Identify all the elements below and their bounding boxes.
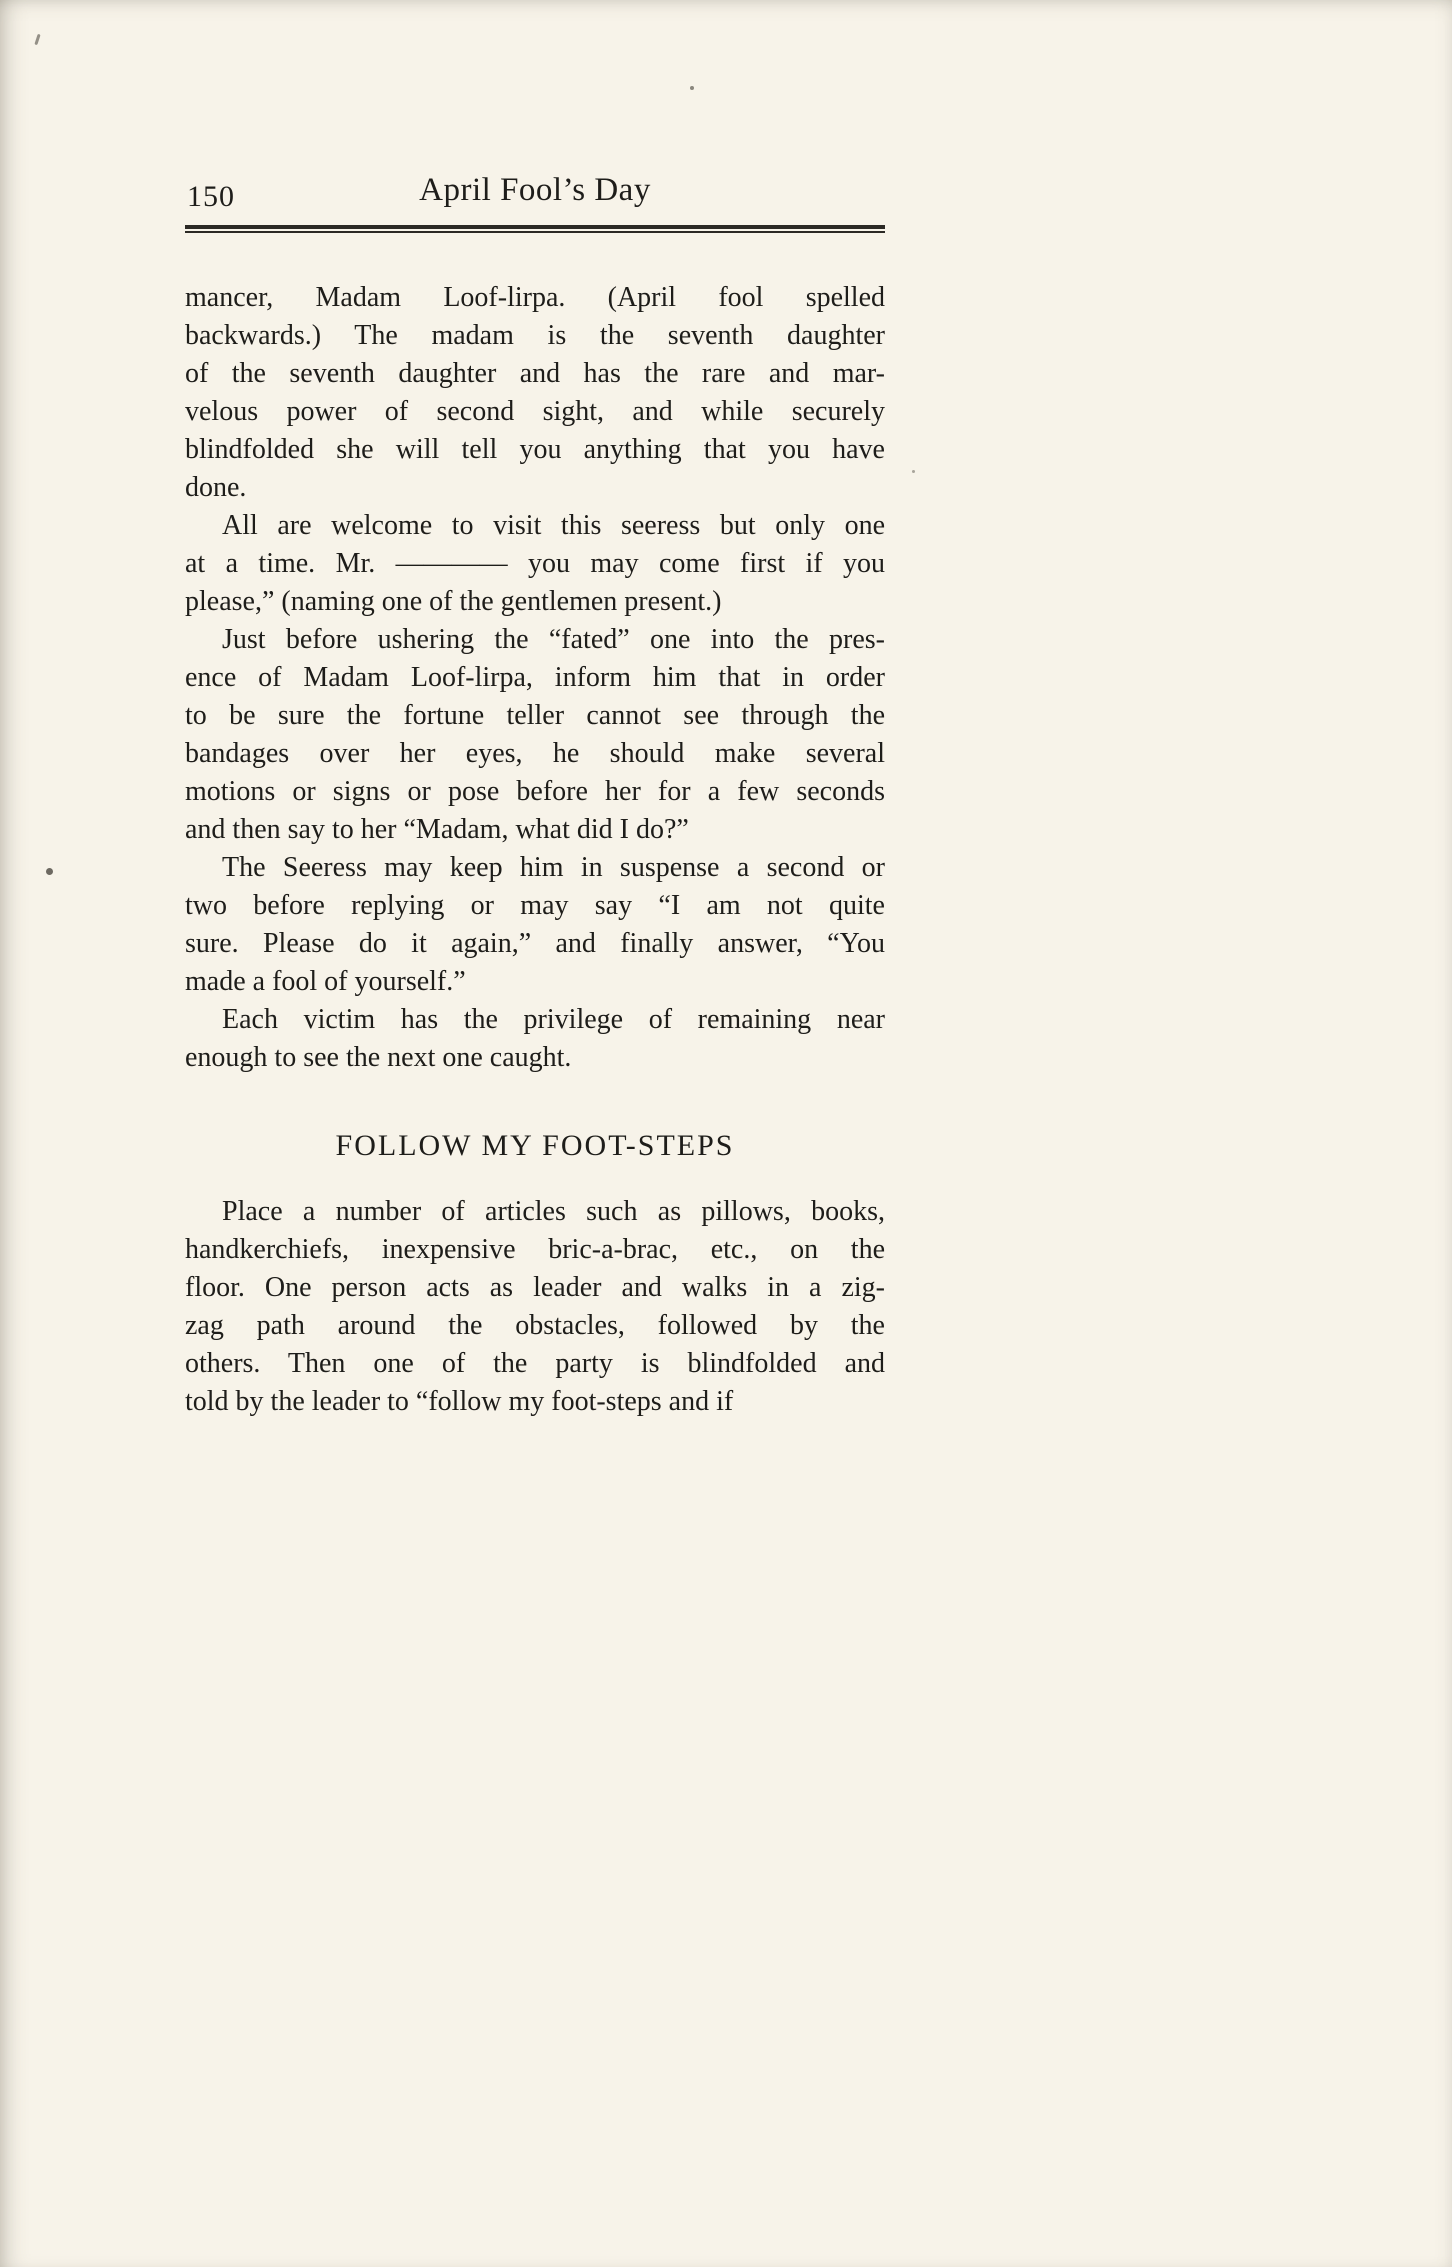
paragraph <box>185 1193 885 1421</box>
paragraph <box>185 621 885 849</box>
text-line: and then say to her “Madam, what did I do?” <box>185 814 689 845</box>
page-body <box>185 279 885 1421</box>
page-number: 150 <box>187 180 235 213</box>
header-rule <box>185 225 885 233</box>
scan-speck <box>46 868 53 875</box>
text-line: of the seventh daughter and has the rare and mar- <box>185 358 885 389</box>
book-page <box>185 0 885 1421</box>
scan-speck <box>34 34 40 45</box>
text-line: blindfolded she will tell you anything that you have <box>185 434 885 465</box>
text-line: velous power of second sight, and while securely <box>185 396 885 427</box>
text-line: please,” (naming one of the gentlemen present.) <box>185 586 722 617</box>
running-head <box>185 172 885 216</box>
paragraph <box>185 1001 885 1077</box>
paragraph <box>185 507 885 621</box>
page-title: April Fool’s Day <box>419 172 651 208</box>
text-line: floor. One person acts as leader and walks in a zig- <box>185 1272 885 1303</box>
text-line: Just before ushering the “fated” one into the pres- <box>222 624 885 655</box>
text-line: zag path around the obstacles, followed by the <box>185 1310 885 1341</box>
text-line: to be sure the fortune teller cannot see through the <box>185 700 885 731</box>
text-line: told by the leader to “follow my foot-steps and if <box>185 1386 734 1417</box>
text-line: others. Then one of the party is blindfolded and <box>185 1348 885 1379</box>
paragraph <box>185 279 885 507</box>
text-line: handkerchiefs, inexpensive bric-a-brac, etc., on the <box>185 1234 885 1265</box>
text-line: bandages over her eyes, he should make several <box>185 738 885 769</box>
scan-speck <box>912 470 915 473</box>
text-line: done. <box>185 472 247 503</box>
text-line: Each victim has the privilege of remaining near <box>222 1004 885 1035</box>
text-line: ence of Madam Loof-lirpa, inform him that in order <box>185 662 885 693</box>
text-line: backwards.) The madam is the seventh daughter <box>185 320 885 351</box>
text-line: Place a number of articles such as pillows, books, <box>222 1196 885 1227</box>
section-heading: FOLLOW MY FOOT-STEPS <box>335 1129 735 1162</box>
text-line: enough to see the next one caught. <box>185 1042 572 1073</box>
text-line: mancer, Madam Loof-lirpa. (April fool spelled <box>185 282 885 313</box>
paragraph <box>185 849 885 1001</box>
text-line: sure. Please do it again,” and finally answer, “You <box>185 928 885 959</box>
text-line: All are welcome to visit this seeress but only one <box>222 510 885 541</box>
text-line: at a time. Mr. ———— you may come first if you <box>185 548 885 579</box>
text-line: The Seeress may keep him in suspense a second or <box>222 852 885 883</box>
text-line: motions or signs or pose before her for a few seconds <box>185 776 885 807</box>
text-line: made a fool of yourself.” <box>185 966 466 997</box>
text-line: two before replying or may say “I am not quite <box>185 890 885 921</box>
